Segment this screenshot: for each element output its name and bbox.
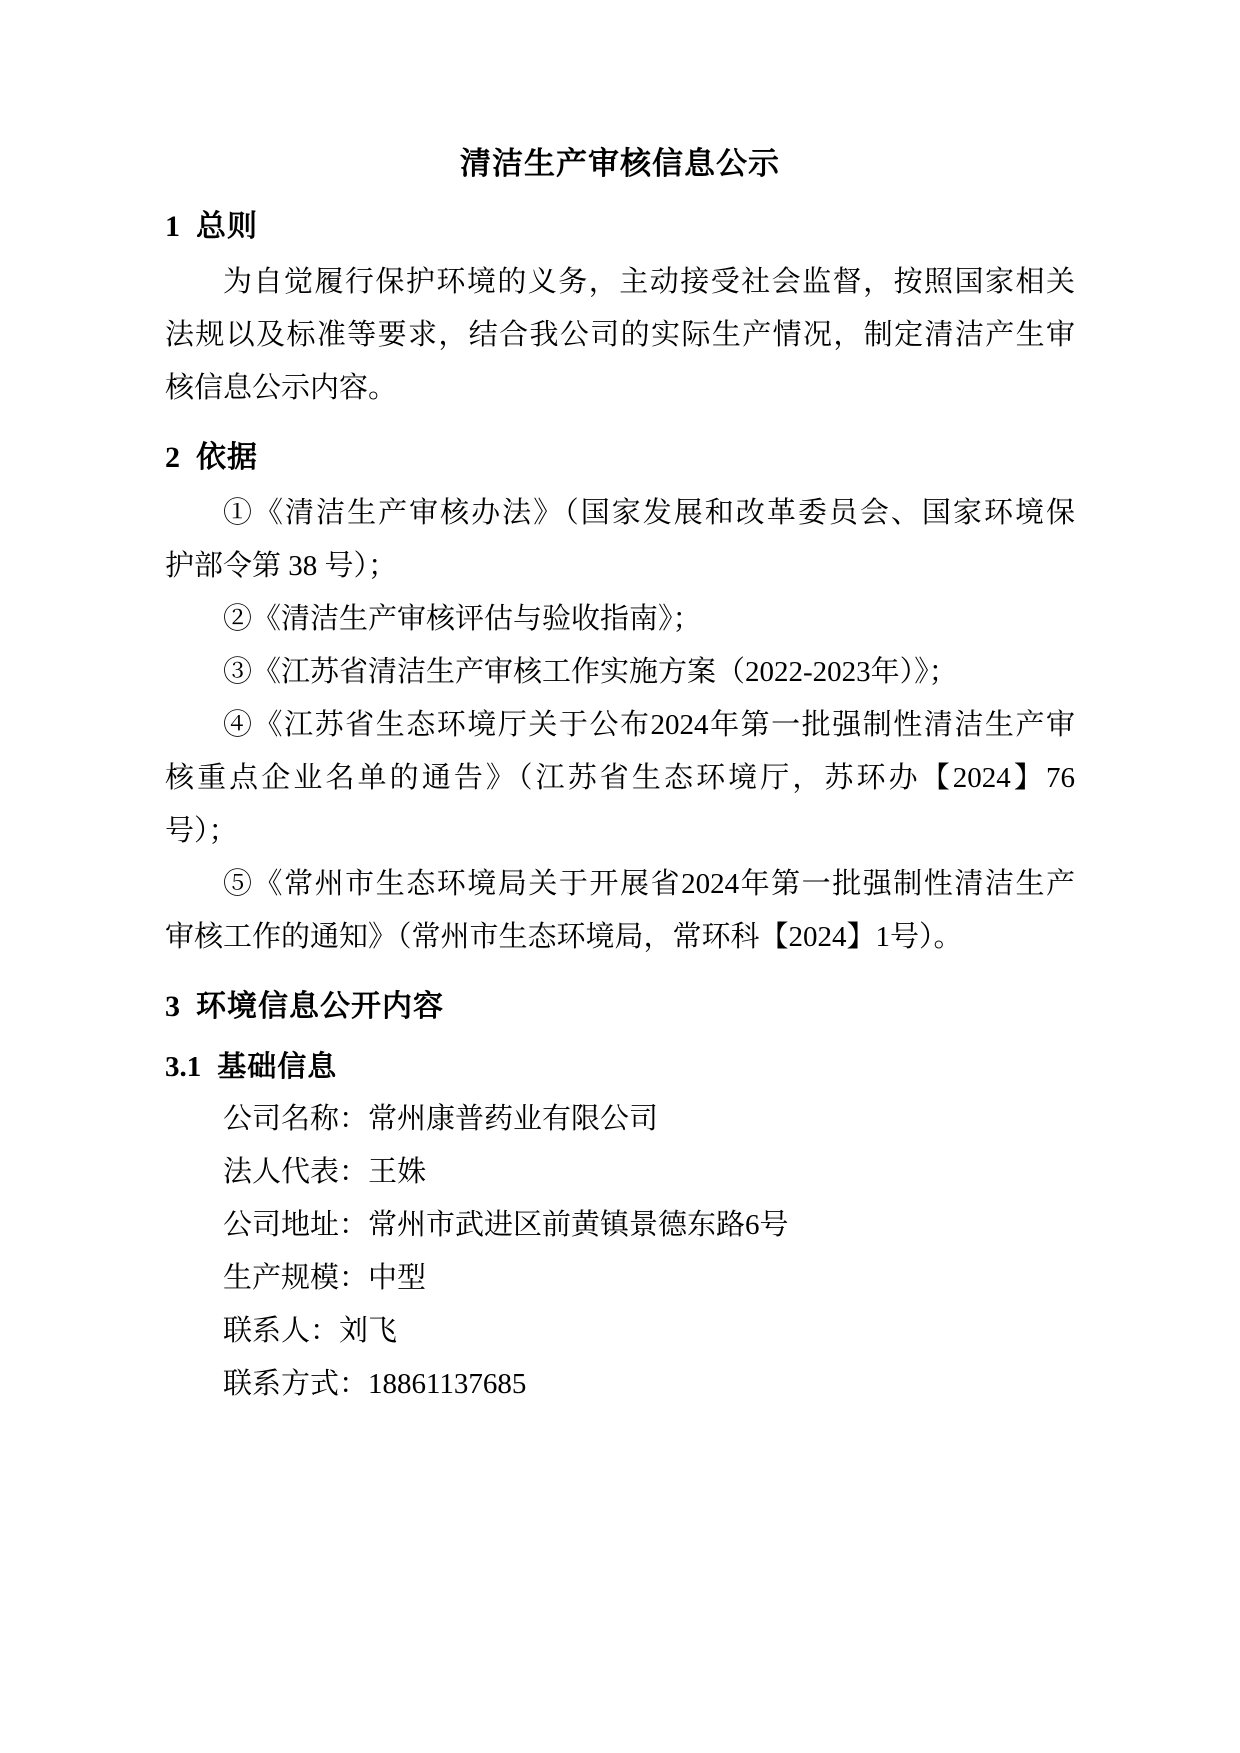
production-scale-line: 生产规模：中型 — [223, 1262, 427, 1294]
section-1-heading — [165, 206, 1075, 248]
basis-item-2-line: ②《清洁生产审核评估与验收指南》； — [223, 603, 702, 635]
basis-item-5-line: 审核工作的通知》（常州市生态环境局，常环科【2024】1号）。 — [165, 921, 963, 953]
section-3-title: 环境信息公开内容 — [196, 989, 444, 1024]
section-2-number: 2 — [165, 441, 180, 474]
section-1-paragraph-line: 为自觉履行保护环境的义务，主动接受社会监督，按照国家相关 — [223, 266, 1075, 298]
contact-phone-line: 联系方式：18861137685 — [223, 1368, 527, 1400]
basis-item-5-line: ⑤《常州市生态环境局关于开展省2024年第一批强制性清洁生产 — [223, 868, 1075, 900]
section-2-heading — [165, 437, 1075, 479]
basis-item-4-line: 号）； — [165, 815, 238, 847]
section-3-1-heading — [165, 1046, 1075, 1087]
section-1-number: 1 — [165, 210, 180, 243]
basis-item-1-line: 护部令第 38 号）； — [165, 550, 398, 582]
basis-item-1-line: ①《清洁生产审核办法》（国家发展和改革委员会、国家环境保 — [223, 497, 1075, 529]
section-1-paragraph-line: 核信息公示内容。 — [165, 372, 398, 404]
section-3-1-number: 3.1 — [165, 1051, 202, 1083]
legal-representative-line: 法人代表：王姝 — [223, 1156, 427, 1188]
section-2-title: 依据 — [196, 440, 258, 475]
basis-item-4-line: 核重点企业名单的通告》（江苏省生态环境厅，苏环办【2024】76 — [165, 762, 1075, 794]
company-name-line: 公司名称：常州康普药业有限公司 — [223, 1103, 659, 1135]
section-3-1-title: 基础信息 — [217, 1049, 338, 1083]
contact-person-line: 联系人：刘飞 — [223, 1315, 398, 1347]
section-3-number: 3 — [165, 990, 180, 1023]
document-title: 清洁生产审核信息公示 — [460, 146, 780, 182]
company-address-line: 公司地址：常州市武进区前黄镇景德东路6号 — [223, 1209, 789, 1241]
basis-item-3-line: ③《江苏省清洁生产审核工作实施方案（2022-2023年）》； — [223, 656, 958, 688]
section-1-title: 总则 — [196, 209, 258, 244]
section-3-heading — [165, 986, 1075, 1028]
section-1-paragraph-line: 法规以及标准等要求，结合我公司的实际生产情况，制定清洁产生审 — [165, 319, 1075, 351]
basis-item-4-line: ④《江苏省生态环境厅关于公布2024年第一批强制性清洁生产审 — [223, 709, 1075, 741]
